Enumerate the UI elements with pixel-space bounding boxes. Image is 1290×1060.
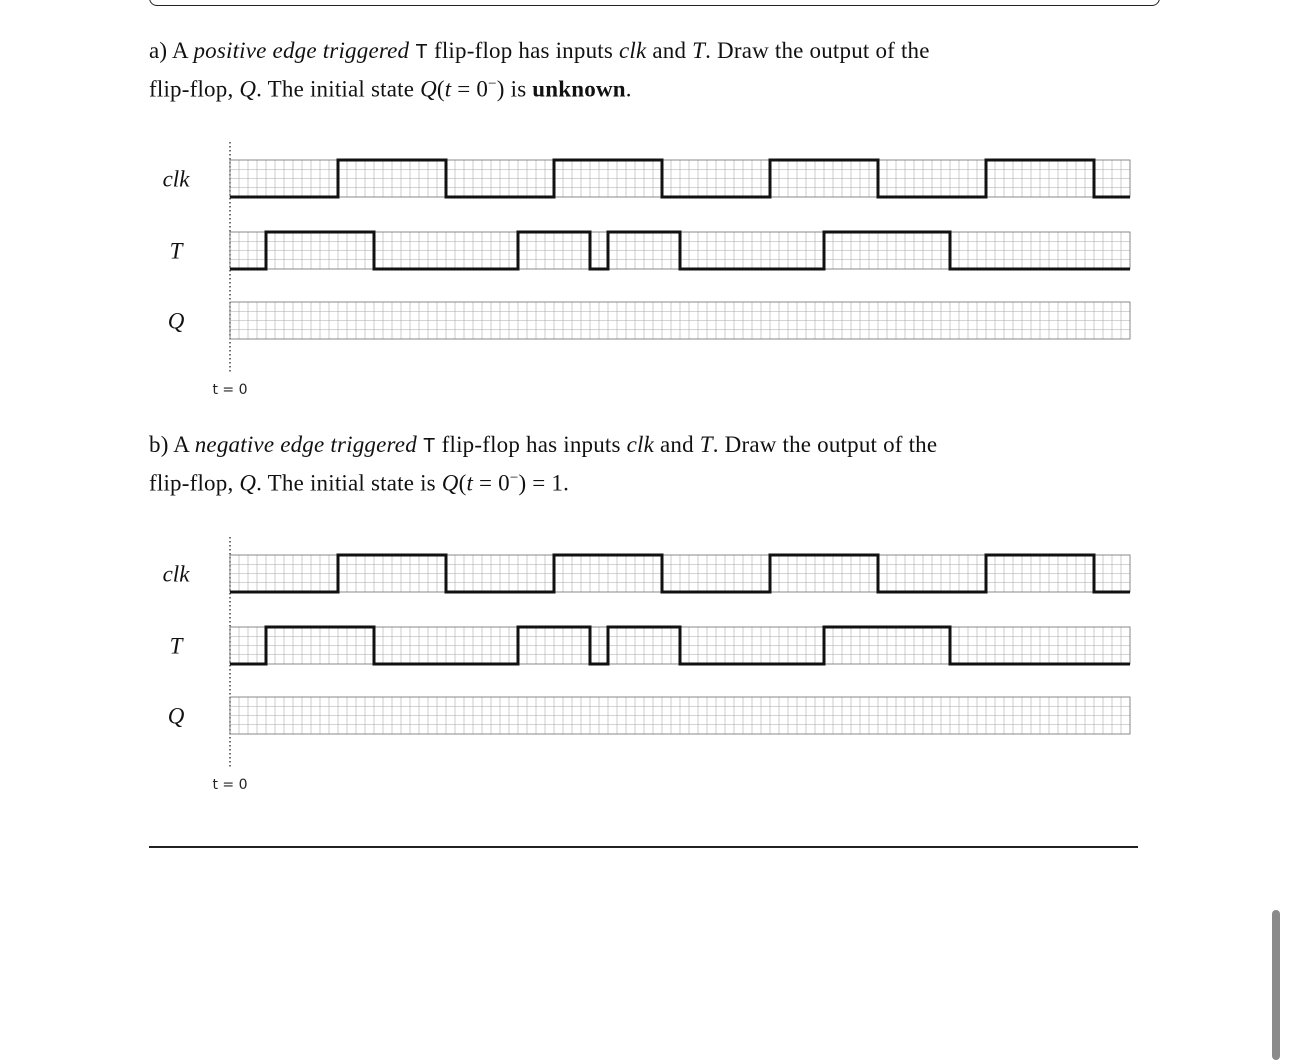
problem-a-line-1 [149,36,1149,69]
scrollbar-thumb[interactable] [1272,910,1280,1060]
text-segment: unknown [532,76,626,102]
problem-b-line-1 [149,430,1149,463]
problem-b-line-2 [149,463,1149,499]
text-segment: = 0 [473,470,510,496]
text-segment: T [422,436,436,459]
text-segment: ( [436,76,445,102]
text-segment: a) A [149,38,194,63]
text-segment: flip-flop has inputs [435,432,627,457]
signal-label-q: Q [167,308,185,334]
text-segment: flip-flop, [149,470,240,496]
text-segment: flip-flop has inputs [428,38,619,63]
text-segment: negative edge triggered [194,432,417,457]
text-segment: t [444,76,452,102]
text-segment: Q [441,470,459,496]
signal-row-q [168,302,1130,339]
text-segment: b) A [149,432,195,457]
bottom-rule [149,846,1138,848]
text-segment: clk [618,38,647,63]
text-segment: ) is [496,76,533,102]
text-segment: Q [420,76,437,102]
text-segment: t [466,470,474,496]
text-segment: positive edge triggered [193,38,410,63]
timing-diagram-a [145,135,1135,395]
t0-label: t = 0 [212,777,248,790]
text-segment: ) = 1. [518,470,570,496]
signal-label-clk: clk [162,166,190,192]
problem-a-text [149,36,1149,105]
text-segment: and [646,38,693,63]
text-segment: Q [239,470,257,496]
text-segment: flip-flop, [149,76,240,102]
text-segment: T [692,38,706,63]
signal-label-clk: clk [162,561,190,587]
text-segment: clk [626,432,655,457]
signal-label-t: T [169,633,183,659]
text-segment: − [509,470,519,486]
text-segment: . Draw the output of the [705,38,930,63]
text-segment: and [654,432,700,457]
signal-label-t: T [169,238,183,264]
timing-diagram-b-svg [145,530,1135,790]
text-segment: T [415,42,429,65]
text-segment: . [625,76,632,102]
problem-b-text [149,430,1149,499]
text-segment: T [699,432,713,457]
text-segment: . Draw the output of the [712,432,938,457]
signal-row-clk [163,160,1130,197]
text-segment: . The initial state is [256,470,442,496]
timing-diagram-b [145,530,1135,790]
top-frame-border [149,0,1160,6]
signal-label-q: Q [167,703,185,729]
signal-row-t [170,232,1130,269]
text-segment: − [488,76,497,92]
timing-diagram-a-svg [145,135,1135,395]
problem-a-line-2 [149,69,1149,105]
text-segment: = 0 [451,76,489,102]
text-segment: . The initial state [256,76,421,102]
signal-row-t [170,627,1130,664]
t0-label: t = 0 [212,382,248,395]
signal-row-q [168,697,1130,734]
text-segment: ( [458,470,467,496]
signal-row-clk [163,555,1130,592]
text-segment: Q [239,76,257,102]
